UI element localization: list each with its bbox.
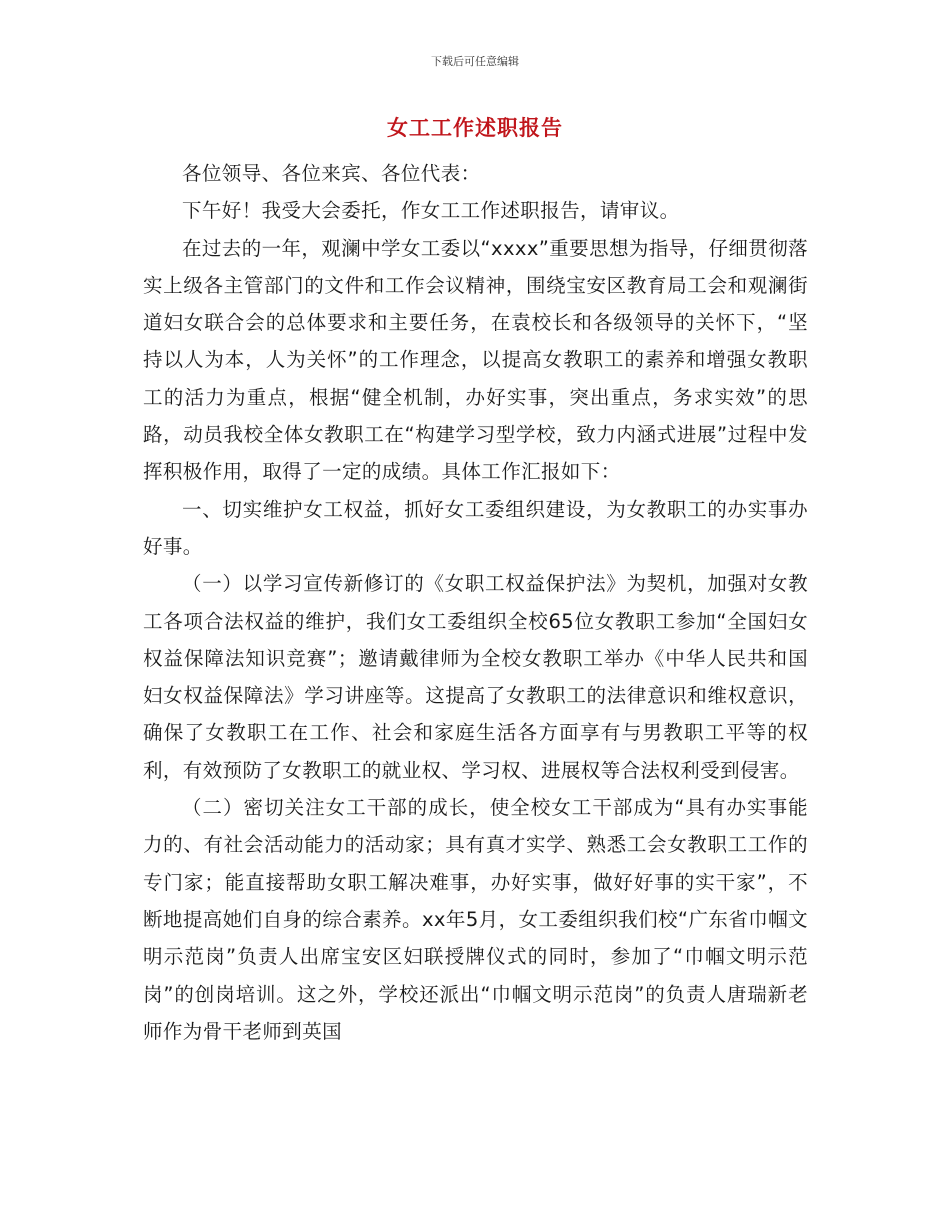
paragraph-item-2: （二）密切关注女工干部的成长，使全校女工干部成为“具有办实事能力的、有社会活动能力的活动家；具有真才实学、熟悉工会女教职工工作的专门家；能直接帮助女职工解决难事，办好实事，做好好事的实干家”，不断地提高她们自身的综合素养。xx年5月，女工委组织我们校“广东省巾帼文明示范岗”负责人出席宝安区妇联授牌仪式的同时，参加了“巾帼文明示范岗”的创岗培训。这之外，学校还派出“巾帼文明示范岗”的负责人唐瑞新老师作为骨干老师到英国 bbox=[143, 796, 808, 1043]
paragraph-greeting: 各位领导、各位来宾、各位代表： bbox=[182, 162, 481, 185]
document-title: 女工工作述职报告 bbox=[387, 116, 563, 140]
paragraph-item-1: （一）以学习宣传新修订的《女职工权益保护法》为契机，加强对女教工各项合法权益的维护，我们女工委组织全校65位女教职工参加“全国妇女权益保障法知识竞赛”；邀请戴律师为全校女教职工举办《中华人民共和国妇女权益保障法》学习讲座等。这提高了女教职工的法律意识和维权意识，确保了女教职工在工作、社会和家庭生活各方面享有与男教职工平等的权利，有效预防了女教职工的就业权、学习权、进展权等合法权利受到侵害。 bbox=[143, 572, 808, 782]
document-body bbox=[143, 155, 808, 1050]
header-note: 下载后可任意编辑 bbox=[431, 55, 519, 68]
section-heading-1: 一、切实维护女工权益，抓好女工委组织建设，为女教职工的办实事办好事。 bbox=[143, 497, 808, 558]
paragraph-overview: 在过去的一年，观澜中学女工委以“xxxx”重要思想为指导，仔细贯彻落实上级各主管部门的文件和工作会议精神，围绕宝安区教育局工会和观澜街道妇女联合会的总体要求和主要任务，在袁校长和各级领导的关怀下，“坚持以人为本，人为关怀”的工作理念，以提高女教职工的素养和增强女教职工的活力为重点，根据“健全机制，办好实事，突出重点，务求实效”的思路，动员我校全体女教职工在“构建学习型学校，致力内涵式进展”过程中发挥积极作用，取得了一定的成绩。具体工作汇报如下： bbox=[143, 236, 808, 484]
paragraph-opening: 下午好！我受大会委托，作女工工作述职报告，请审议。 bbox=[182, 199, 680, 223]
